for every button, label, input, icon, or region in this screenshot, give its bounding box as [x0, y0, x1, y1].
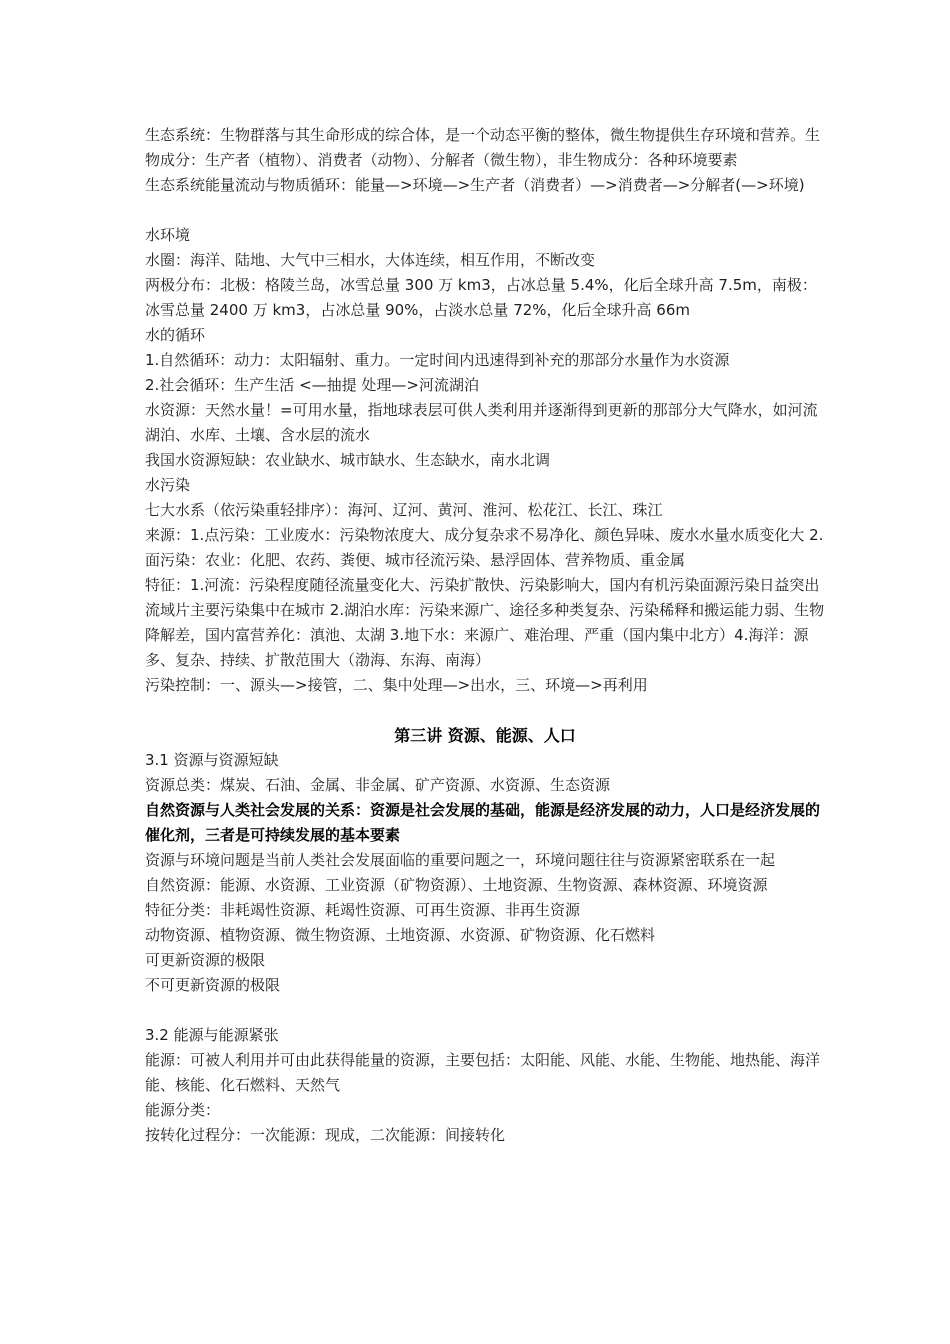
ecosystem-definition: 生态系统：生物群落与其生命形成的综合体，是一个动态平衡的整体，微生物提供生存环境和营养。生物成分：生产者（植物）、消费者（动物）、分解者（微生物），非生物成分：各种环境要素 — [145, 126, 821, 169]
resource-environment-issue: 资源与环境问题是当前人类社会发展面临的重要问题之一，环境问题往往与资源紧密联系在一起 — [145, 851, 776, 869]
social-cycle: 2.社会循环：生产生活 <—抽提 处理—>河流湖泊 — [145, 376, 479, 394]
energy-classification-title: 能源分类： — [145, 1101, 221, 1119]
pollution-sources: 来源：1.点污染：工业废水：污染物浓度大、成分复杂求不易净化、颜色异味、废水水量水质变化大 2.面污染：农业：化肥、农药、粪便、城市径流污染、悬浮固体、营养物质、重金属 — [145, 526, 824, 569]
resource-types: 资源总类：煤炭、石油、金属、非金属、矿产资源、水资源、生态资源 — [145, 776, 611, 794]
natural-resources: 自然资源：能源、水资源、工业资源（矿物资源）、土地资源、生物资源、森林资源、环境资源 — [145, 876, 768, 894]
water-cycle-title: 水的循环 — [145, 326, 206, 344]
renewable-limit: 可更新资源的极限 — [145, 951, 266, 969]
section-3-1-title: 3.1 资源与资源短缺 — [145, 751, 279, 769]
water-environment-title: 水环境 — [145, 226, 191, 244]
spacer — [145, 998, 825, 1023]
spacer — [145, 198, 825, 223]
pollution-features: 特征：1.河流：污染程度随径流量变化大、污染扩散快、污染影响大，国内有机污染面源污染日益突出流域片主要污染集中在城市 2.湖泊水库：污染来源广、途径多种类复杂、污染稀释和搬运能力弱、生物降解差，国内富营养化：滇池、太湖 3.地下水：来源广、难治理、严重（国内集中北方）4.海洋：源多、复杂、持续、扩散范围大（渤海、东海、南海） — [145, 576, 825, 669]
resource-society-relation: 自然资源与人类社会发展的关系：资源是社会发展的基础，能源是经济发展的动力，人口是经济发展的催化剂，三者是可持续发展的基本要素 — [145, 801, 821, 844]
water-shortage: 我国水资源短缺：农业缺水、城市缺水、生态缺水，南水北调 — [145, 451, 551, 469]
lecture-three-heading: 第三讲 资源、能源、人口 — [394, 726, 576, 745]
energy-by-conversion: 按转化过程分：一次能源：现成，二次能源：间接转化 — [145, 1126, 506, 1144]
hydrosphere: 水圈：海洋、陆地、大气中三相水，大体连续，相互作用，不断改变 — [145, 251, 596, 269]
resource-list: 动物资源、植物资源、微生物资源、土地资源、水资源、矿物资源、化石燃料 — [145, 926, 656, 944]
seven-river-systems: 七大水系（依污染重轻排序）：海河、辽河、黄河、淮河、松花江、长江、珠江 — [145, 501, 663, 519]
natural-cycle: 1.自然循环：动力：太阳辐射、重力。一定时间内迅速得到补充的那部分水量作为水资源 — [145, 351, 730, 369]
energy-flow: 生态系统能量流动与物质循环：能量—>环境—>生产者（消费者）—>消费者—>分解者(—>环境) — [145, 176, 805, 194]
section-3-2-title: 3.2 能源与能源紧张 — [145, 1026, 279, 1044]
feature-classification: 特征分类：非耗竭性资源、耗竭性资源、可再生资源、非再生资源 — [145, 901, 581, 919]
water-pollution-title: 水污染 — [145, 476, 191, 494]
document-page — [145, 123, 825, 1148]
water-resources: 水资源：天然水量！=可用水量，指地球表层可供人类利用并逐渐得到更新的那部分大气降水，如河流湖泊、水库、土壤、含水层的流水 — [145, 401, 818, 444]
nonrenewable-limit: 不可更新资源的极限 — [145, 976, 281, 994]
polar-distribution: 两极分布：北极：格陵兰岛，冰雪总量 300 万 km3，占冰总量 5.4%，化后全球升高 7.5m，南极：冰雪总量 2400 万 km3，占冰总量 90%，占淡水总量 72%，化后全球升高 66m — [145, 276, 817, 319]
pollution-control: 污染控制：一、源头—>接管，二、集中处理—>出水，三、环境—>再利用 — [145, 676, 648, 694]
energy-definition: 能源：可被人利用并可由此获得能量的资源，主要包括：太阳能、风能、水能、生物能、地热能、海洋能、核能、化石燃料、天然气 — [145, 1051, 821, 1094]
